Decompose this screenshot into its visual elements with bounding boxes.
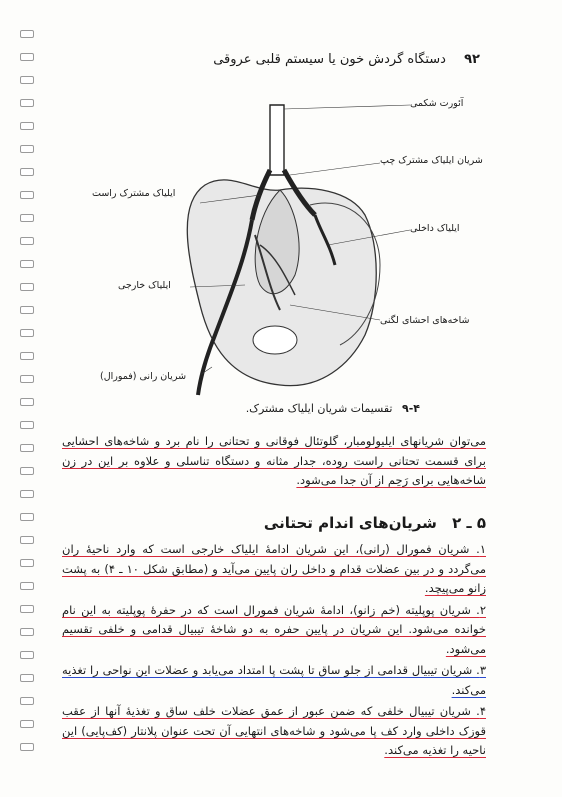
binding-hole: [20, 375, 34, 383]
section-title: شریان‌های اندام تحتانی: [263, 514, 437, 532]
binding-hole: [20, 329, 34, 337]
label-abdominal-aorta: آئورت شکمی: [410, 98, 464, 109]
binding-hole: [20, 743, 34, 751]
list-item: ۳. شریان تیبیال قدامی از جلو ساق تا پشت پا امتداد می‌یابد و عضلات این نواحی را تغذیه می‌کند.: [62, 663, 486, 697]
chapter-title: دستگاه گردش خون یا سیستم قلبی عروقی: [213, 52, 446, 67]
binding-hole: [20, 651, 34, 659]
binding-hole: [20, 237, 34, 245]
binding-hole: [20, 53, 34, 61]
label-right-common-iliac: ایلیاک مشترک راست: [92, 188, 176, 199]
pelvis-illustration: [80, 95, 480, 405]
binding-hole: [20, 214, 34, 222]
anatomy-figure: [80, 95, 483, 425]
label-femoral-artery: شریان رانی (فمورال): [100, 371, 187, 382]
artery-list: [62, 540, 486, 763]
obturator-foramen: [253, 326, 297, 354]
section-number: ۵ ـ ۲: [452, 514, 486, 532]
binding-hole: [20, 306, 34, 314]
spiral-binding: [20, 30, 36, 770]
figure-caption: [180, 402, 420, 415]
binding-hole: [20, 122, 34, 130]
binding-hole: [20, 536, 34, 544]
binding-hole: [20, 628, 34, 636]
binding-hole: [20, 191, 34, 199]
label-visceral-branches: شاخه‌های احشای لگنی: [380, 315, 470, 326]
caption-text: تقسیمات شریان ایلیاک مشترک.: [245, 402, 393, 415]
binding-hole: [20, 605, 34, 613]
binding-hole: [20, 168, 34, 176]
binding-hole: [20, 260, 34, 268]
binding-hole: [20, 30, 34, 38]
label-internal-iliac: ایلیاک داخلی: [410, 223, 460, 234]
intro-paragraph: [62, 432, 486, 491]
label-external-iliac: ایلیاک خارجی: [118, 280, 171, 291]
binding-hole: [20, 76, 34, 84]
binding-hole: [20, 283, 34, 291]
page-header: [60, 52, 480, 67]
binding-hole: [20, 99, 34, 107]
binding-hole: [20, 490, 34, 498]
abdominal-aorta: [270, 105, 284, 175]
binding-hole: [20, 352, 34, 360]
list-item: ۱. شریان فمورال (رانی)، این شریان ادامهٔ ایلیاک خارجی است که وارد ناحیهٔ ران می‌گردد و در بین عضلات قدام و داخل ران پایین می‌آید و (مطابق شکل ۱۰ ـ ۴) به پشت زانو می‌پیچد.: [62, 542, 486, 595]
list-item: ۲. شریان پوپلیته (خم زانو)، ادامهٔ شریان فمورال است که در حفرهٔ پوپلیته به این نام خوانده می‌شود. این شریان در پایین حفره به دو شاخهٔ تیبیال قدامی و خلفی تقسیم می‌شود.: [62, 602, 486, 656]
binding-hole: [20, 674, 34, 682]
binding-hole: [20, 145, 34, 153]
list-item: ۴. شریان تیبیال خلفی که ضمن عبور از عمق عضلات خلف ساق و تغذیهٔ آنها از عقب قوزک داخلی وارد کف پا می‌شود و شاخه‌های انتهایی آن تحت عنوان پلانتار (کف‌پایی) این ناحیه را تغذیه می‌کند.: [62, 704, 486, 757]
intro-text: می‌توان شریانهای ایلیولومبار، گلوتئال فوقانی و تحتانی را نام برد و شاخه‌های احشایی برای قسمت تحتانی راست روده، جدار مثانه و دستگاه تناسلی و علاوه بر این در زن شاخه‌هایی برای رَحِم از آن جدا می‌شود.: [62, 434, 486, 487]
binding-hole: [20, 697, 34, 705]
section-heading: [62, 514, 486, 532]
binding-hole: [20, 513, 34, 521]
page-number: ۹۲: [464, 52, 480, 67]
binding-hole: [20, 444, 34, 452]
label-left-common-iliac: شریان ایلیاک مشترک چپ: [380, 155, 483, 166]
binding-hole: [20, 582, 34, 590]
binding-hole: [20, 398, 34, 406]
binding-hole: [20, 559, 34, 567]
caption-number: ۹-۴: [402, 402, 420, 415]
binding-hole: [20, 720, 34, 728]
binding-hole: [20, 467, 34, 475]
binding-hole: [20, 421, 34, 429]
